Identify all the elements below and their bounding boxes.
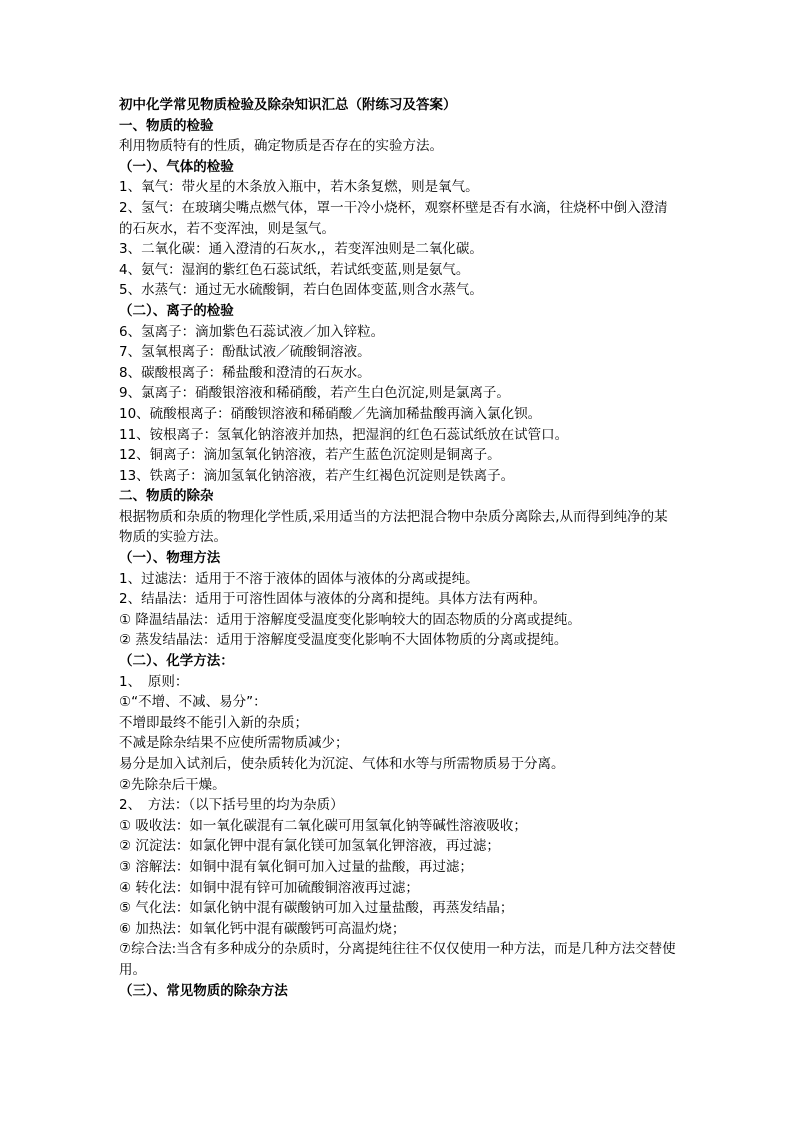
subsection-heading: （二）、离子的检验	[119, 302, 234, 319]
list-item: ⑥ 加热法：如氧化钙中混有碳酸钙可高温灼烧；	[119, 920, 406, 937]
list-item: ② 蒸发结晶法：适用于溶解度受温度变化影响不大固体物质的分离或提纯。	[119, 632, 568, 649]
list-item: ② 沉淀法：如氯化钾中混有氯化镁可加氢氧化钾溶液，再过滤；	[119, 838, 500, 855]
list-item: 10、硫酸根离子：硝酸钡溶液和稀硝酸／先滴加稀盐酸再滴入氯化钡。	[119, 405, 542, 422]
list-item: 12、铜离子：滴加氢氧化钠溶液，若产生蓝色沉淀则是铜离子。	[119, 447, 501, 464]
list-item: 9、氯离子：硝酸银溶液和稀硝酸，若产生白色沉淀,则是氯离子。	[119, 385, 510, 402]
list-item: ③ 溶解法：如铜中混有氧化铜可加入过量的盐酸，再过滤；	[119, 858, 473, 875]
list-item: ②先除杂后干燥。	[119, 776, 226, 793]
list-item: 7、氢氧根离子：酚酞试液／硫酸铜溶液。	[119, 344, 371, 361]
list-item: 2、结晶法：适用于可溶性固体与液体的分离和提纯。具体方法有两种。	[119, 591, 547, 608]
subsection-heading: （二）、化学方法：	[119, 653, 234, 670]
paragraph: 利用物质特有的性质，确定物质是否存在的实验方法。	[119, 138, 443, 155]
list-item: ① 吸收法：如一氧化碳混有二氧化碳可用氢氧化钠等碱性溶液吸收；	[119, 817, 527, 834]
paragraph: 不增即最终不能引入新的杂质；	[119, 714, 308, 731]
subsection-heading: （三）、常见物质的除杂方法	[119, 982, 288, 999]
document-body	[119, 95, 679, 1001]
list-item: 6、氢离子：滴加紫色石蕊试液／加入锌粒。	[119, 323, 385, 340]
list-item: 4、氨气：湿润的紫红色石蕊试纸，若试纸变蓝,则是氨气。	[119, 261, 470, 278]
list-item: ①“不增、不减、易分”：	[119, 694, 267, 711]
section-heading: 二、物质的除杂	[119, 488, 214, 505]
subsection-heading: （一）、物理方法	[119, 550, 221, 567]
list-item: 8、碳酸根离子：稀盐酸和澄清的石灰水。	[119, 364, 371, 381]
list-item: ⑤ 气化法：如氯化钠中混有碳酸钠可加入过量盐酸，再蒸发结晶；	[119, 900, 514, 917]
paragraph: 根据物质和杂质的物理化学性质,采用适当的方法把混合物中杂质分离除去,从而得到纯净的某物质的实验方法。	[119, 508, 668, 546]
list-item: ④ 转化法：如铜中混有锌可加硫酸铜溶液再过滤；	[119, 879, 419, 896]
list-item: 2、氢气：在玻璃尖嘴点燃气体，罩一干冷小烧杯，观察杯壁是否有水滴，往烧杯中倒入澄清的石灰水，若不变浑浊，则是氢气。	[119, 199, 668, 237]
subsection-heading: （一）、气体的检验	[119, 158, 234, 175]
list-item: 1、 原则：	[119, 673, 189, 690]
list-item: 3、二氧化碳：通入澄清的石灰水,，若变浑浊则是二氧化碳。	[119, 241, 483, 258]
list-item: 11、铵根离子：氢氧化钠溶液并加热，把湿润的红色石蕊试纸放在试管口。	[119, 426, 569, 443]
list-item: 5、水蒸气：通过无水硫酸铜，若白色固体变蓝,则含水蒸气。	[119, 282, 483, 299]
list-item: 2、 方法：（以下括号里的均为杂质）	[119, 797, 344, 814]
paragraph: 不减是除杂结果不应使所需物质减少；	[119, 735, 349, 752]
section-heading: 一、物质的检验	[119, 117, 214, 134]
document-title: 初中化学常见物质检验及除杂知识汇总（附练习及答案）	[119, 97, 457, 113]
list-item: 1、氧气：带火星的木条放入瓶中，若木条复燃，则是氧气。	[119, 179, 479, 196]
list-item: 1、过滤法：适用于不溶于液体的固体与液体的分离或提纯。	[119, 570, 479, 587]
list-item: 13、铁离子：滴加氢氧化钠溶液，若产生红褐色沉淀则是铁离子。	[119, 467, 515, 484]
list-item: ⑦综合法:当含有多种成分的杂质时，分离提纯往往不仅仅使用一种方法，而是几种方法交替使用。	[119, 941, 676, 978]
paragraph: 易分是加入试剂后，使杂质转化为沉淀、气体和水等与所需物质易于分离。	[119, 756, 565, 772]
list-item: ① 降温结晶法：适用于溶解度受温度变化影响较大的固态物质的分离或提纯。	[119, 611, 581, 628]
